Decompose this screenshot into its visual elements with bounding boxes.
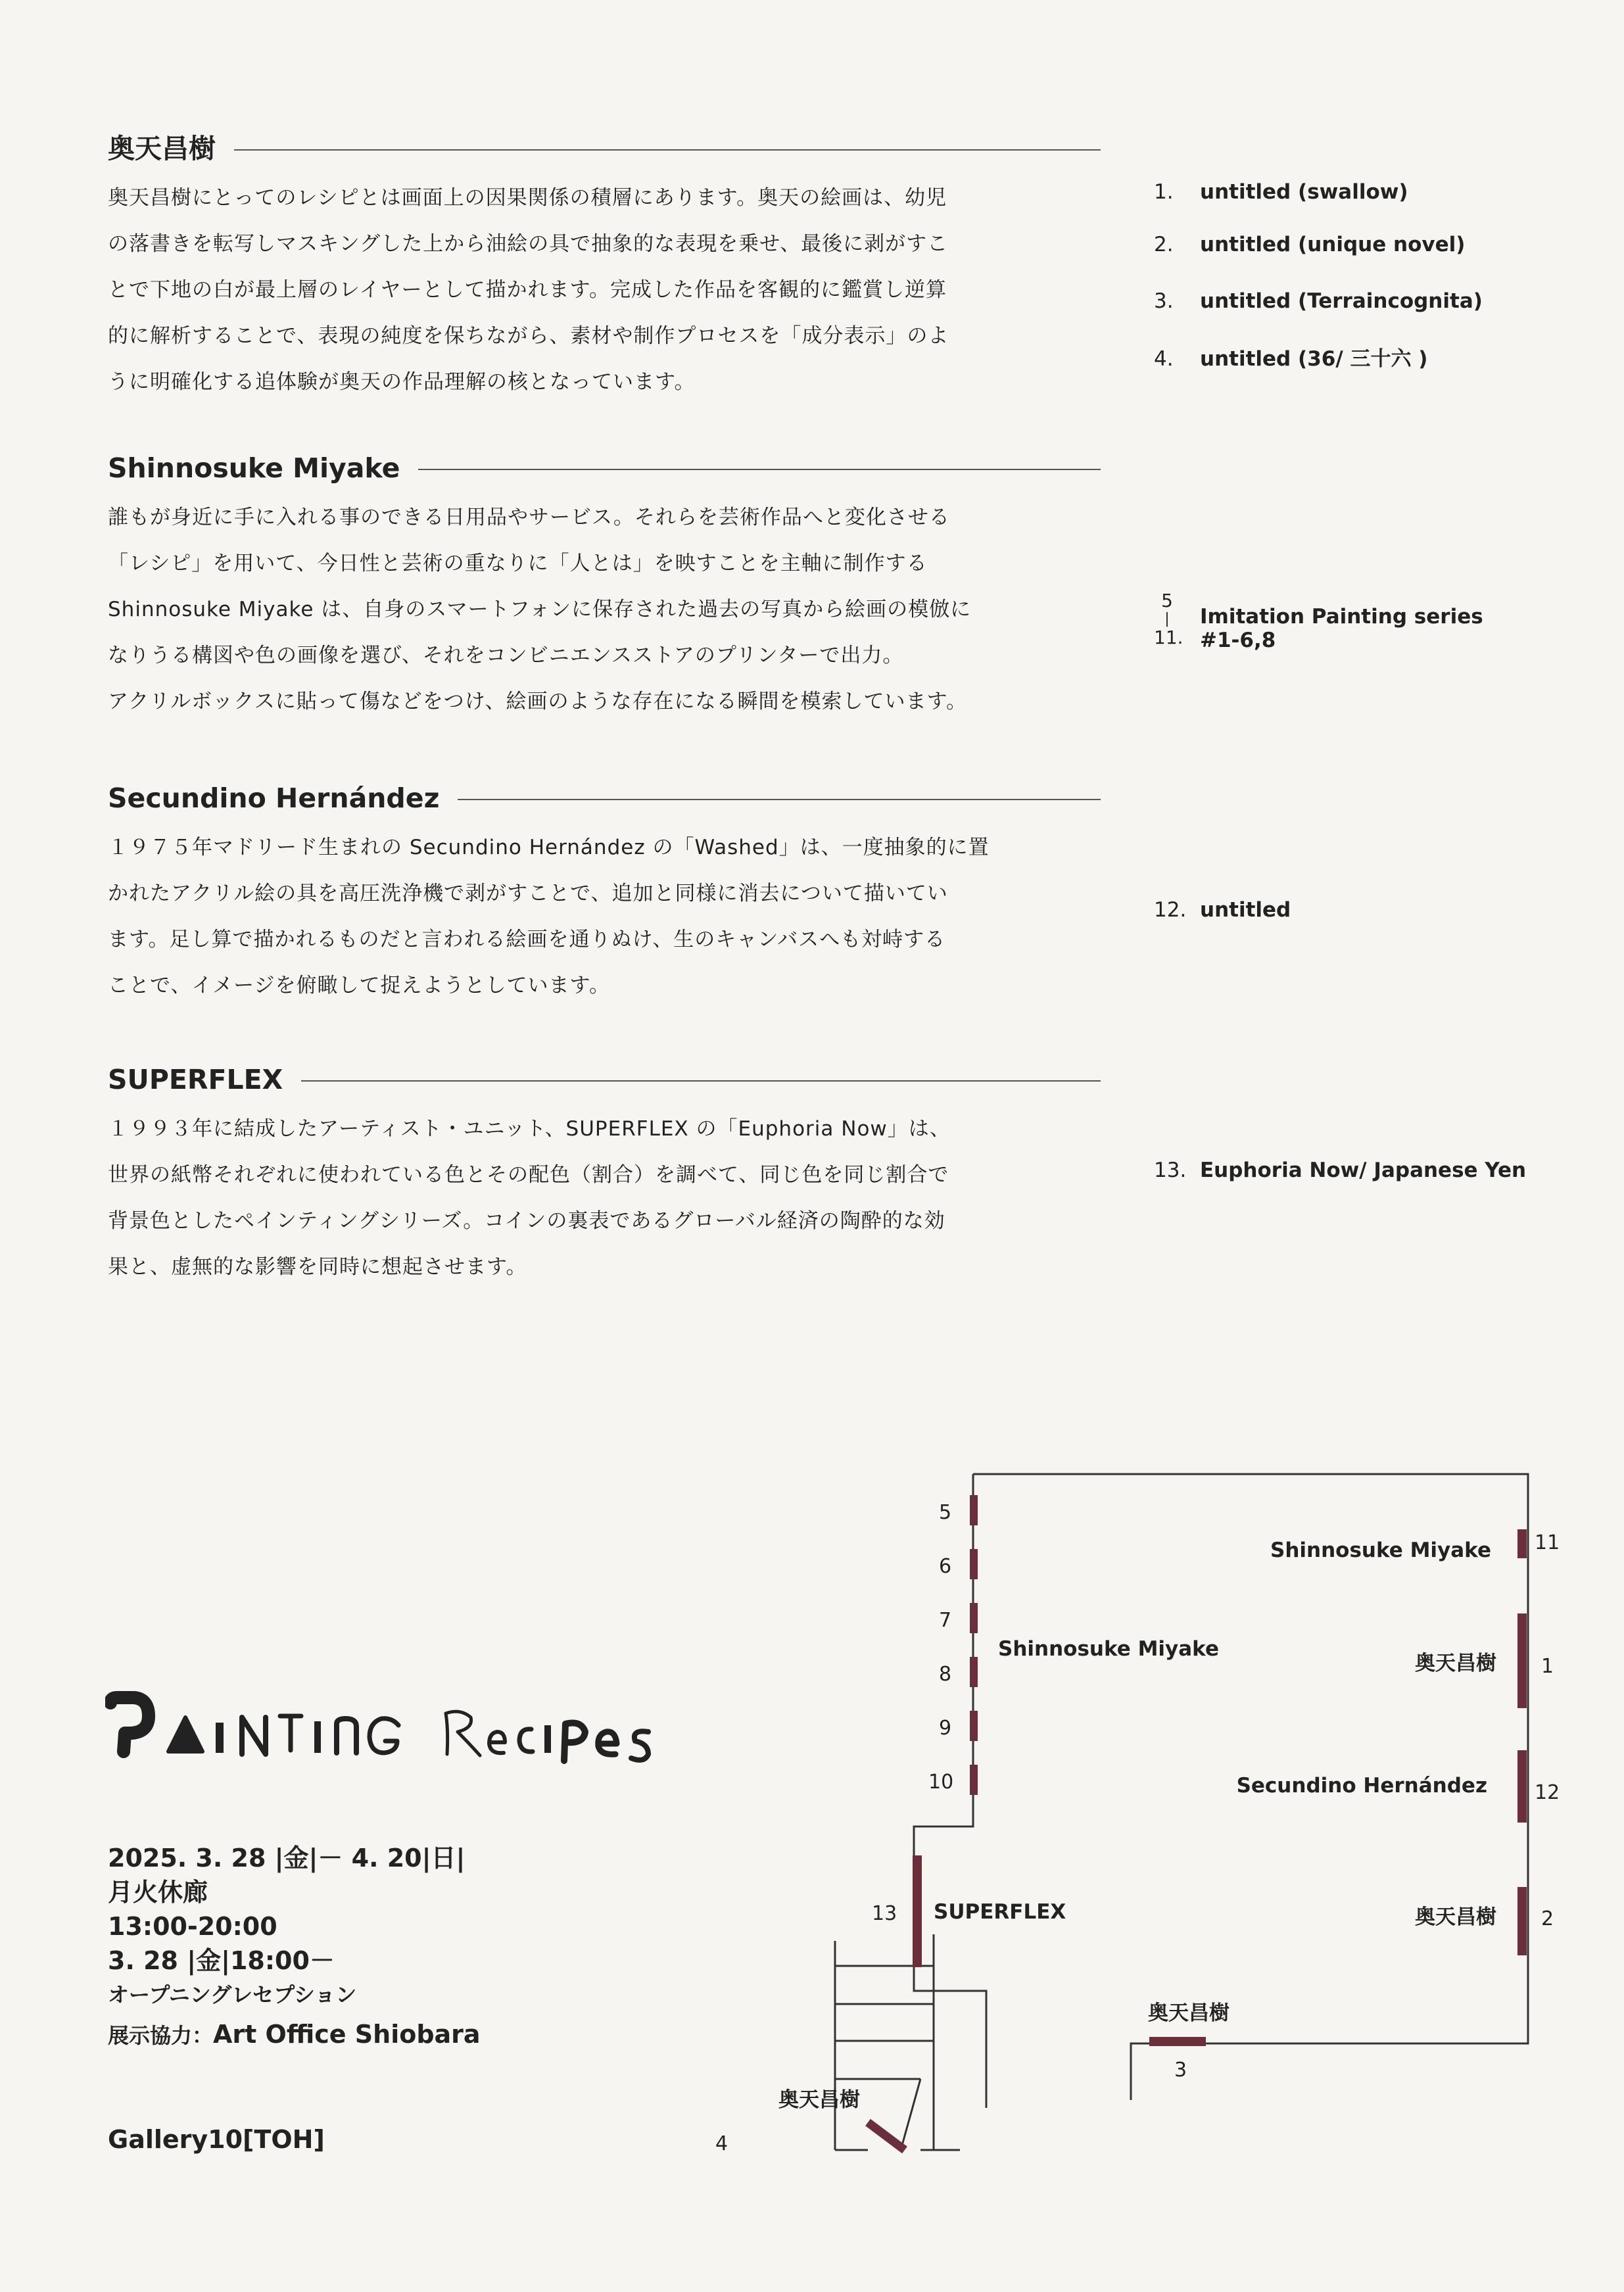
section-body xyxy=(108,824,1101,1009)
wall-work-7 xyxy=(970,1603,978,1633)
body-line: 誰もが身近に手に入れる事のできる日用品やサービス。それらを芸術作品へと変化させる xyxy=(108,506,950,529)
section-title: Shinnosuke Miyake xyxy=(108,451,418,485)
plan-label: Secundino Hernández xyxy=(1236,1774,1487,1798)
body-line: なりうる構図や色の画像を選び、それをコンビニエンスストアのプリンターで出力。 xyxy=(108,644,904,667)
plan-number: 3 xyxy=(1174,2059,1187,2082)
plan-artworks xyxy=(868,1495,1527,2150)
plan-labels xyxy=(778,1539,1496,2112)
body-line: 「レシピ」を用いて、今日性と芸術の重なりに「人とは」を映すことを主軸に制作する xyxy=(108,552,928,575)
body-line: かれたアクリル絵の具を高圧洗浄機で剥がすことで、追加と同様に消去について描いてい xyxy=(108,882,948,905)
body-line: 奥天昌樹にとってのレシピとは画面上の因果関係の積層にあります。奥天の絵画は、幼児 xyxy=(108,186,947,210)
section-miyake xyxy=(108,451,1101,725)
plan-label: 奥天昌樹 xyxy=(1415,1652,1496,1675)
plan-number: 11 xyxy=(1535,1531,1560,1554)
date-range: 2025. 3. 28 |金|－ 4. 20|日| xyxy=(108,1844,466,1873)
body-line: とで下地の白が最上層のレイヤーとして描かれます。完成した作品を客観的に鑑賞し逆算 xyxy=(108,278,947,302)
work-title: Euphoria Now/ Japanese Yen xyxy=(1200,1158,1527,1182)
work-title: untitled xyxy=(1200,898,1291,922)
gallery-name: Gallery10[TOH] xyxy=(108,2125,325,2154)
wall-work-13 xyxy=(913,1855,922,1967)
plan-number: 4 xyxy=(715,2132,728,2155)
body-line: の落書きを転写しマスキングした上から油絵の具で抽象的な表現を乗せ、最後に剥がすこ xyxy=(108,232,949,256)
plan-number: 8 xyxy=(939,1663,952,1686)
plan-number: 12 xyxy=(1535,1781,1560,1804)
section-header xyxy=(108,131,1101,171)
opening-hours: 13:00-20:00 xyxy=(108,1912,277,1941)
work-item xyxy=(1154,233,1465,256)
range-from: 5 xyxy=(1161,590,1173,611)
plan-label: SUPERFLEX xyxy=(934,1900,1066,1924)
exhibition-info xyxy=(108,1841,481,2053)
wall-work-10 xyxy=(970,1765,978,1795)
support-name: Art Office Shiobara xyxy=(213,2020,481,2049)
section-header xyxy=(108,451,1101,490)
body-line: ます。足し算で描かれるものだと言われる絵画を通りぬけ、生のキャンバスへも対峙する xyxy=(108,928,946,951)
work-number: 3. xyxy=(1154,289,1174,313)
wall-work-6 xyxy=(970,1549,978,1579)
wall-work-3 xyxy=(1149,2037,1206,2046)
body-line: 背景色としたペインティングシリーズ。コインの裏表であるグローバル経済の陶酔的な効 xyxy=(108,1209,945,1233)
work-number: 4. xyxy=(1154,347,1174,371)
section-hernandez xyxy=(108,781,1101,1009)
section-okuten xyxy=(108,131,1101,405)
work-item xyxy=(1154,1158,1526,1182)
work-number: 13. xyxy=(1154,1158,1187,1182)
section-header xyxy=(108,1062,1101,1102)
support xyxy=(108,2017,481,2053)
work-title: untitled (Terraincognita) xyxy=(1200,289,1483,313)
work-item xyxy=(1154,342,1427,371)
body-line: 果と、虚無的な影響を同時に想起させます。 xyxy=(108,1255,527,1279)
work-item xyxy=(1154,180,1408,204)
work-number: 12. xyxy=(1154,898,1187,922)
closed-days: 月火休廊 xyxy=(108,1878,208,1907)
work-range-title xyxy=(1200,602,1483,655)
range-title-line2: #1-6,8 xyxy=(1200,629,1276,652)
range-title-line1: Imitation Painting series xyxy=(1200,605,1483,629)
section-superflex xyxy=(108,1062,1101,1290)
floor-plan xyxy=(710,1460,1591,2170)
plan-label: Shinnosuke Miyake xyxy=(998,1637,1219,1661)
range-to: 11. xyxy=(1154,627,1183,648)
body-line: アクリルボックスに貼って傷などをつけ、絵画のような存在になる瞬間を模索しています。 xyxy=(108,690,968,713)
plan-number: 6 xyxy=(939,1555,952,1578)
work-title: untitled (36/ 三十六 ) xyxy=(1200,347,1428,371)
wall-work-12 xyxy=(1517,1750,1527,1823)
wall-work-9 xyxy=(970,1711,978,1741)
wall-work-5 xyxy=(970,1495,978,1525)
section-title: 奥天昌樹 xyxy=(108,131,234,166)
wall-work-2 xyxy=(1517,1887,1527,1955)
plan-label: 奥天昌樹 xyxy=(1148,2001,1230,2025)
wall-work-4 xyxy=(868,2122,905,2150)
section-title: SUPERFLEX xyxy=(108,1062,301,1097)
wall-work-11 xyxy=(1517,1529,1527,1558)
plan-label: 奥天昌樹 xyxy=(1415,1905,1496,1929)
plan-label: 奥天昌樹 xyxy=(778,2088,860,2112)
range-separator: | xyxy=(1164,611,1170,627)
section-header xyxy=(108,781,1101,821)
body-line: １９９３年に結成したアーティスト・ユニット、SUPERFLEX の「Euphoria Now」は、 xyxy=(108,1117,951,1141)
plan-number: 13 xyxy=(872,1902,897,1925)
work-item xyxy=(1154,898,1291,922)
plan-number: 9 xyxy=(939,1717,952,1740)
work-title: untitled (swallow) xyxy=(1200,180,1408,204)
support-label: 展示協力： xyxy=(108,2023,214,2048)
plan-number: 1 xyxy=(1541,1655,1554,1678)
reception-time: 3. 28 |金|18:00－ xyxy=(108,1946,335,1975)
wall-work-1 xyxy=(1517,1613,1527,1708)
plan-numbers xyxy=(715,1501,1560,2155)
wall-work-8 xyxy=(970,1657,978,1687)
plan-number: 5 xyxy=(939,1501,952,1524)
body-line: １９７５年マドリード生まれの Secundino Hernández の「Washed」は、一度抽象的に置 xyxy=(108,836,990,859)
plan-number: 10 xyxy=(928,1771,954,1794)
work-item xyxy=(1154,289,1483,313)
work-number: 2. xyxy=(1154,233,1174,256)
plan-number: 2 xyxy=(1541,1907,1554,1930)
body-line: ことで、イメージを俯瞰して捉えようとしています。 xyxy=(108,974,610,997)
section-body xyxy=(108,1106,1101,1290)
plan-number: 7 xyxy=(939,1609,952,1632)
work-range-numbers xyxy=(1154,590,1183,648)
section-body xyxy=(108,175,1101,405)
section-title: Secundino Hernández xyxy=(108,781,458,815)
section-body xyxy=(108,494,1101,725)
painting-recipes-logo xyxy=(105,1683,677,1782)
body-line: 的に解析することで、表現の純度を保ちながら、素材や制作プロセスを「成分表示」のよ xyxy=(108,324,949,348)
work-title: untitled (unique novel) xyxy=(1200,233,1466,256)
plan-label: Shinnosuke Miyake xyxy=(1270,1539,1491,1562)
work-number: 1. xyxy=(1154,180,1174,204)
divider xyxy=(108,149,1101,151)
body-line: Shinnosuke Miyake は、自身のスマートフォンに保存された過去の写真から絵画の模倣に xyxy=(108,598,972,621)
reception-label: オープニングレセプション xyxy=(108,1982,357,2007)
body-line: うに明確化する追体験が奥天の作品理解の核となっています。 xyxy=(108,370,696,394)
body-line: 世界の紙幣それぞれに使われている色とその配色（割合）を調べて、同じ色を同じ割合で xyxy=(108,1163,949,1187)
